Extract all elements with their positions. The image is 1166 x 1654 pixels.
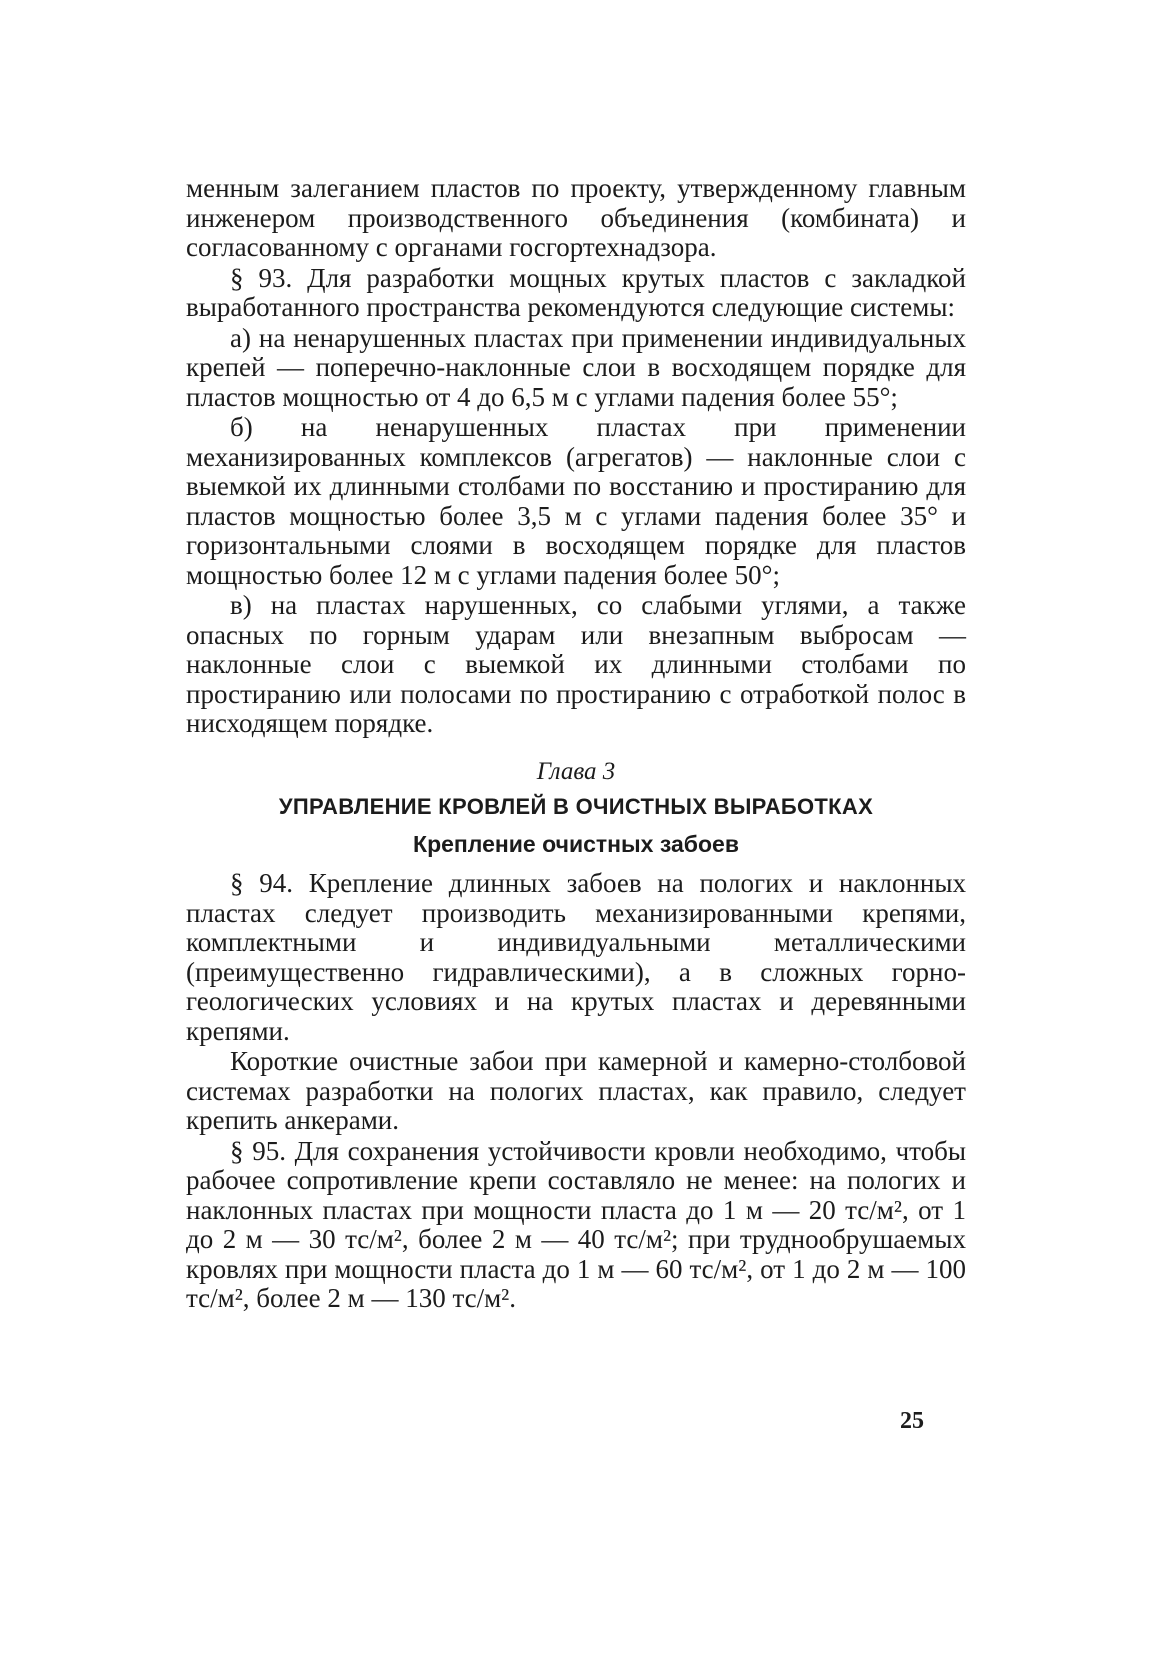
paragraph-93: § 93. Для разработки мощных крутых пластов с закладкой выработанного пространства рекомендуются следующие системы: [186, 262, 966, 322]
paragraph-95: § 95. Для сохранения устойчивости кровли необходимо, чтобы рабочее сопротивление крепи составляло не менее: на пологих и наклонных пластах при мощности пласта до 1 м — 20 тс/м², от 1 до 2 м — 30 тс/м², более 2 м — 40 тс/м²; при труднообрушаемых кровлях при мощности пласта до 1 м — 60 тс/м², от 1 до 2 м — 100 тс/м², более 2 м — 130 тс/м². [186, 1135, 966, 1313]
list-item-a: а) на ненарушенных пластах при применении индивидуальных крепей — поперечно-наклонные слои в восходящем порядке для пластов мощностью от 4 до 6,5 м с углами падения более 55°; [186, 322, 966, 412]
page-body [186, 174, 966, 1315]
paragraph-continuation: менным залеганием пластов по проекту, утвержденному главным инженером производственного объединения (комбината) и согласованному с органами госгортехнадзора. [186, 173, 966, 262]
paragraph-94: § 94. Крепление длинных забоев на пологих и наклонных пластах следует производить механизированными крепями, комплектными и индивидуальными металлическими (преимущественно гидравлическими), а в сложных горно-геологических условиях и на крутых пластах и деревянными крепями. [186, 868, 966, 1046]
list-item-v: в) на пластах нарушенных, со слабыми углями, а также опасных по горным ударам или внезапным выбросам — наклонные слои с выемкой их длинными столбами по простиранию или полосами по простиранию с отработкой полос в нисходящем порядке. [186, 590, 966, 738]
list-item-b: б) на ненарушенных пластах при применении механизированных комплексов (агрегатов) — наклонные слои с выемкой их длинными столбами по восстанию и простиранию для пластов мощностью более 3,5 м с углами падения более 35° и горизонтальными слоями в восходящем порядке для пластов мощностью более 12 м с углами падения более 50°; [186, 412, 966, 590]
page-number: 25 [900, 1408, 924, 1434]
chapter-label: Глава 3 [536, 757, 616, 785]
section-title: Крепление очистных забоев [413, 830, 739, 857]
paragraph-short-faces: Короткие очистные забои при камерной и камерно-столбовой системах разработки на пологих пластах, как правило, следует крепить анкерами. [186, 1046, 966, 1135]
chapter-title: УПРАВЛЕНИЕ КРОВЛЕЙ В ОЧИСТНЫХ ВЫРАБОТКАХ [278, 794, 874, 819]
